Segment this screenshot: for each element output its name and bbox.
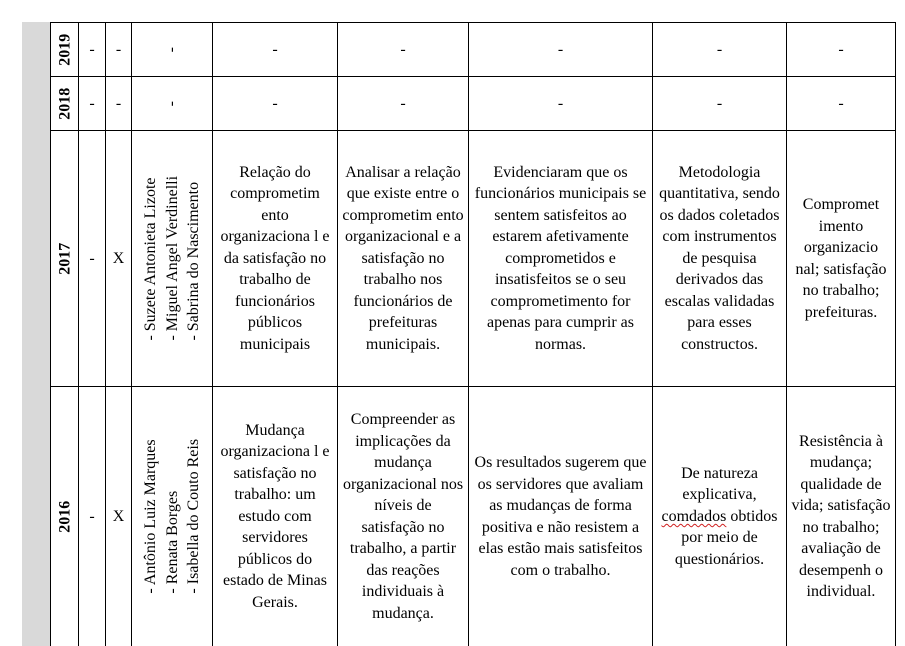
- col2-cell: -: [105, 22, 131, 76]
- title-cell: -: [212, 76, 337, 130]
- col2-cell: -: [105, 76, 131, 130]
- method-cell: -: [652, 22, 786, 76]
- author: - Antônio Luiz Marques: [141, 439, 159, 594]
- year-label: 2019: [55, 33, 73, 66]
- authors-cell: [131, 22, 212, 76]
- year-label: 2018: [55, 87, 73, 120]
- method-text-part: De natureza explicativa,: [681, 464, 758, 504]
- keywords-cell: Resistência à mudança; qualidade de vida; satisfação no trabalho; avaliação de desempenh o individual.: [786, 386, 896, 646]
- method-cell: [652, 386, 786, 646]
- author: - Miguel Angel Verdinelli: [163, 176, 181, 341]
- results-cell: -: [468, 22, 652, 76]
- author: -: [163, 100, 181, 107]
- table-row: [50, 130, 896, 386]
- col2-cell: X: [105, 130, 131, 386]
- year-cell: [50, 130, 78, 386]
- year-cell: [50, 386, 78, 646]
- keywords-cell: -: [786, 76, 896, 130]
- authors-cell: [131, 386, 212, 646]
- objective-cell: -: [337, 22, 468, 76]
- method-cell: -: [652, 76, 786, 130]
- method-cell: Metodologia quantitativa, sendo os dados coletados com instrumentos de pesquisa derivados das escalas validadas para esses constructos.: [652, 130, 786, 386]
- year-label: 2016: [55, 500, 73, 533]
- results-cell: Os resultados sugerem que os servidores que avaliam as mudanças de forma positiva e não resistem a elas estão mais satisfeitos com o trabalho.: [468, 386, 652, 646]
- method-text-part: obtidos por meio de questionários.: [674, 507, 778, 568]
- author: - Isabella do Couto Reis: [184, 439, 202, 594]
- authors-cell: [131, 76, 212, 130]
- keywords-cell: Compromet imento organizacio nal; satisfação no trabalho; prefeituras.: [786, 130, 896, 386]
- author: -: [163, 46, 181, 53]
- results-cell: Evidenciaram que os funcionários municipais se sentem satisfeitos ao estarem afetivamente comprometidos e insatisfeitos se o seu comprometimento for apenas para cumprir as normas.: [468, 130, 652, 386]
- author: - Renata Borges: [163, 491, 181, 594]
- results-cell: -: [468, 76, 652, 130]
- title-cell: Relação do comprometim ento organizaciona l e da satisfação no trabalho de funcionários públicos municipais: [212, 130, 337, 386]
- col1-cell: -: [78, 130, 105, 386]
- col1-cell: -: [78, 386, 105, 646]
- table-row: [50, 22, 896, 76]
- left-gray-margin: [22, 22, 50, 646]
- year-label: 2017: [55, 242, 73, 275]
- year-cell: [50, 76, 78, 130]
- table-row: [50, 386, 896, 646]
- year-cell: [50, 22, 78, 76]
- author: - Suzete Antonieta Lizote: [141, 177, 159, 341]
- title-cell: Mudança organizaciona l e satisfação no trabalho: um estudo com servidores públicos do estado de Minas Gerais.: [212, 386, 337, 646]
- col2-cell: X: [105, 386, 131, 646]
- method-text-misspelled: comdados: [661, 507, 727, 525]
- objective-cell: Compreender as implicações da mudança organizacional nos níveis de satisfação no trabalho, a partir das reações individuais à mudança.: [337, 386, 468, 646]
- authors-cell: [131, 130, 212, 386]
- author: - Sabrina do Nascimento: [184, 182, 202, 341]
- col1-cell: -: [78, 22, 105, 76]
- keywords-cell: -: [786, 22, 896, 76]
- objective-cell: Analisar a relação que existe entre o comprometim ento organizacional e a satisfação no trabalho nos funcionários de prefeituras municipais.: [337, 130, 468, 386]
- col1-cell: -: [78, 76, 105, 130]
- title-cell: -: [212, 22, 337, 76]
- table-row: [50, 76, 896, 130]
- objective-cell: -: [337, 76, 468, 130]
- literature-table: [50, 22, 896, 646]
